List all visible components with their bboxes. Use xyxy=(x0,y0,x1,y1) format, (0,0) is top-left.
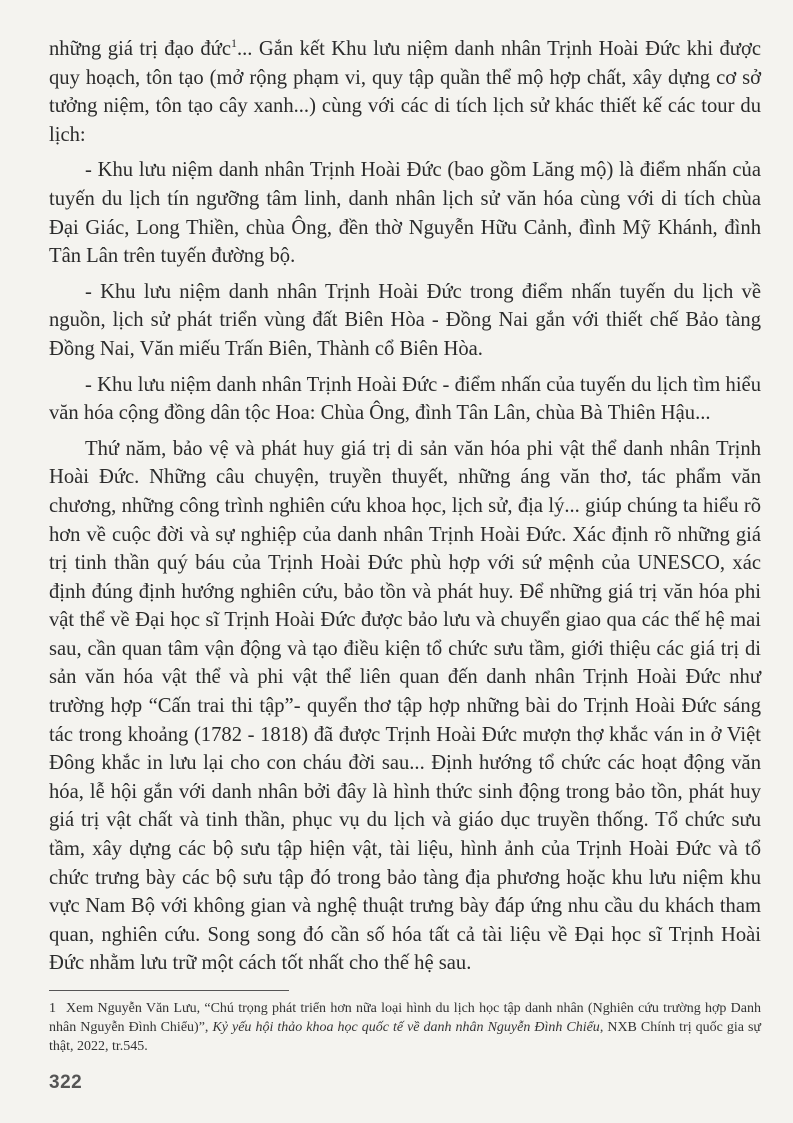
paragraph-intro-text: những giá trị đạo đức xyxy=(49,38,231,60)
footnote-reference: 1 xyxy=(231,36,237,51)
bullet-paragraph-3: - Khu lưu niệm danh nhân Trịnh Hoài Đức - điểm nhấn của tuyến du lịch tìm hiểu văn hóa cộng đồng dân tộc Hoa: Chùa Ông, đình Tân Lân, chùa Bà Thiên Hậu... xyxy=(49,373,761,425)
body-text xyxy=(49,35,761,978)
paragraph-main: Thứ năm, bảo vệ và phát huy giá trị di sản văn hóa phi vật thể danh nhân Trịnh Hoài Đức. Những câu chuyện, truyền thuyết, những áng văn thơ, tác phẩm văn chương, những công trình nghiên cứu khoa học, lịch sử, địa lý... giúp chúng ta hiểu rõ hơn về cuộc đời và sự nghiệp của danh nhân Trịnh Hoài Đức. Xác định rõ những giá trị tinh thần quý báu của Trịnh Hoài Đức phù hợp với sứ mệnh của UNESCO, xác định đúng định hướng nghiên cứu, bảo tồn và phát huy. Để những giá trị văn hóa phi vật thể về Đại học sĩ Trịnh Hoài Đức được bảo lưu và chuyển giao qua các thế hệ mai sau, cần quan tâm vận động và tạo điều kiện tổ chức sưu tầm, giới thiệu các giá trị di sản văn hóa vật thể và phi vật thể liên quan đến danh nhân Trịnh Hoài Đức như trường hợp “Cấn trai thi tập”- quyển thơ tập hợp những bài do Trịnh Hoài Đức sáng tác trong khoảng (1782 - 1818) đã được Trịnh Hoài Đức mượn thợ khắc ván in ở Việt Đông khắc in lưu lại cho con cháu đời sau... Định hướng tổ chức các hoạt động văn hóa, lễ hội gắn với danh nhân bởi đây là hình thức sinh động trong bảo tồn, phát huy giá trị vật chất và tinh thần, phục vụ du lịch và giáo dục truyền thống. Tổ chức sưu tầm, xây dựng các bộ sưu tập hiện vật, tài liệu, hình ảnh của Trịnh Hoài Đức và tổ chức trưng bày các bộ sưu tập đó trong bảo tàng địa phương hoặc khu lưu niệm khu vực Nam Bộ với không gian và nghệ thuật trưng bày đáp ứng nhu cầu du khách tham quan, nghiên cứu. Song song đó cần số hóa tất cả tài liệu về Đại học sĩ Trịnh Hoài Đức nhằm lưu trữ một cách tốt nhất cho thế hệ sau. xyxy=(49,437,761,975)
footnote-divider xyxy=(49,990,289,991)
bullet-paragraph-2: - Khu lưu niệm danh nhân Trịnh Hoài Đức trong điểm nhấn tuyến du lịch về nguồn, lịch sử phát triển vùng đất Biên Hòa - Đồng Nai gắn với thiết chế Bảo tàng Đồng Nai, Văn miếu Trấn Biên, Thành cổ Biên Hòa. xyxy=(49,280,761,360)
paragraph-intro xyxy=(49,35,761,149)
footnote-number: 1 xyxy=(49,1001,56,1016)
footnote xyxy=(49,999,761,1056)
bullet-paragraph-1: - Khu lưu niệm danh nhân Trịnh Hoài Đức (bao gồm Lăng mộ) là điểm nhấn của tuyến du lịch tín ngưỡng tâm linh, danh nhân lịch sử văn hóa cùng với di tích chùa Đại Giác, Long Thiền, chùa Ông, đền thờ Nguyễn Hữu Cảnh, đình Mỹ Khánh, đình Tân Lân trên tuyến đường bộ. xyxy=(49,159,761,268)
paragraph-intro-continuation: ... Gắn kết Khu lưu niệm danh nhân Trịnh Hoài Đức khi được quy hoạch, tôn tạo (mở rộng phạm vi, quy tập quần thể mộ hợp chất, xây dựng cơ sở tưởng niệm, tôn tạo cây xanh...) cùng với các di tích lịch sử khác thiết kế các tour du lịch: xyxy=(49,38,761,146)
page-number: 322 xyxy=(49,1072,83,1093)
footnote-text-part1: Xem Nguyễn Văn Lưu, “Chú trọng phát triển hơn nữa loại hình du lịch học tập danh nhân (Nghiên cứu trường hợp Danh nhân Nguyễn Đình Chiểu)”, xyxy=(49,1001,761,1035)
footnote-italic-title: Kỷ yếu hội thảo khoa học quốc tế về danh nhân Nguyễn Đình Chiểu xyxy=(212,1020,600,1035)
footnote-text-part2: , NXB Chính trị quốc gia sự thật, 2022, tr.545. xyxy=(49,1020,761,1054)
